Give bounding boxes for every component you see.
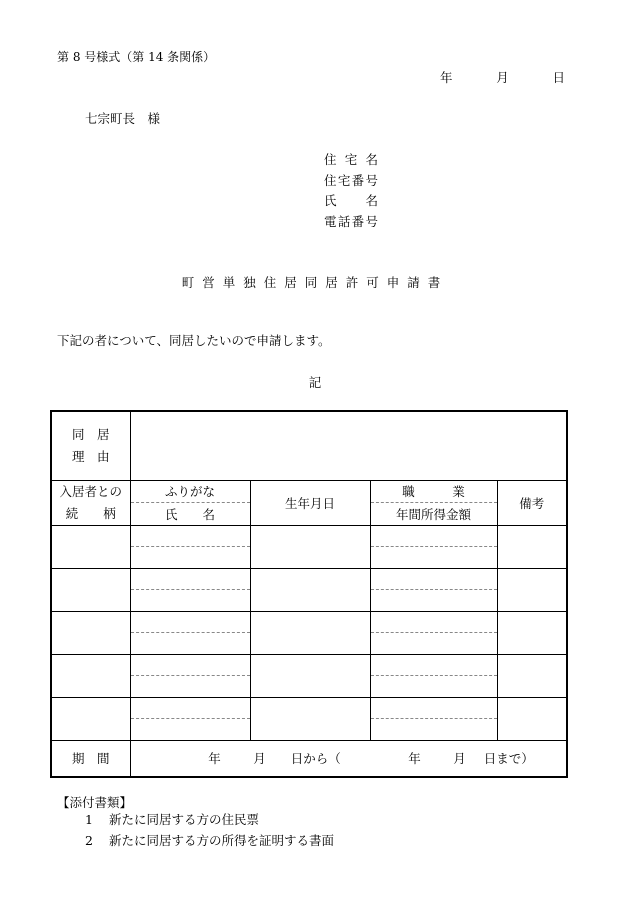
period-from-month: 月 (253, 751, 266, 767)
furigana-header: ふりがな (131, 481, 250, 504)
date-line (440, 68, 565, 86)
job-income-header (370, 480, 497, 525)
attachment-text: 新たに同居する方の住民票 (109, 812, 260, 827)
relation-cell[interactable] (51, 525, 130, 568)
job-income-cell[interactable] (370, 525, 497, 568)
notes-cell[interactable] (497, 568, 567, 611)
list-item (85, 809, 334, 830)
reason-label-line2: 理 由 (71, 448, 110, 464)
application-table (50, 410, 568, 778)
applicant-address-label: 住宅名 (324, 152, 378, 167)
period-to-day: 日まで） (483, 751, 534, 767)
date-day: 日 (552, 70, 565, 85)
applicant-house-number-label: 住宅番号 (324, 172, 378, 188)
attachment-text: 新たに同居する方の所得を証明する書面 (109, 833, 335, 848)
job-income-cell[interactable] (370, 654, 497, 697)
reason-row (51, 411, 567, 480)
addressee: 七宗町長 様 (85, 111, 161, 126)
table-row (51, 611, 567, 654)
intro-text: 下記の者について、同居したいので申請します。 (57, 333, 331, 348)
furigana-name-cell[interactable] (130, 568, 250, 611)
applicant-block (324, 150, 378, 232)
income-header: 年間所得金額 (395, 506, 471, 522)
date-month: 月 (496, 70, 509, 85)
reason-label (51, 411, 130, 480)
birth-cell[interactable] (250, 611, 370, 654)
job-income-cell[interactable] (370, 697, 497, 740)
birth-cell[interactable] (250, 697, 370, 740)
list-item (85, 830, 334, 851)
reason-label-line1: 同 居 (71, 426, 110, 442)
job-header: 職 業 (371, 481, 497, 504)
period-from-year: 年 (208, 751, 221, 767)
relation-header (51, 480, 130, 525)
page-title: 町営単独住居同居許可申請書 (181, 275, 449, 290)
table-row (51, 568, 567, 611)
period-label: 期 間 (51, 740, 130, 777)
applicant-phone-label: 電話番号 (324, 213, 378, 229)
period-to-year: 年 (408, 751, 421, 767)
job-income-cell[interactable] (370, 568, 497, 611)
name-header: 氏 名 (164, 506, 215, 522)
attachments-list (85, 809, 334, 851)
table-row (51, 654, 567, 697)
relation-header-line1: 入居者との (59, 483, 122, 499)
attachment-num: 2 (85, 833, 93, 848)
furigana-name-cell[interactable] (130, 525, 250, 568)
reason-input[interactable] (130, 411, 567, 480)
furigana-name-header (130, 480, 250, 525)
notes-cell[interactable] (497, 611, 567, 654)
relation-cell[interactable] (51, 697, 130, 740)
relation-cell[interactable] (51, 611, 130, 654)
date-year: 年 (440, 70, 453, 85)
table-row (51, 525, 567, 568)
relation-cell[interactable] (51, 568, 130, 611)
birth-cell[interactable] (250, 525, 370, 568)
job-income-cell[interactable] (370, 611, 497, 654)
period-from-day: 日から（ (290, 751, 341, 767)
birth-header: 生年月日 (250, 480, 370, 525)
notes-header: 備考 (497, 480, 567, 525)
attachment-num: 1 (85, 812, 93, 827)
furigana-name-cell[interactable] (130, 654, 250, 697)
birth-cell[interactable] (250, 568, 370, 611)
period-row (51, 740, 567, 777)
furigana-name-cell[interactable] (130, 697, 250, 740)
period-to-month: 月 (453, 751, 466, 767)
header-row (51, 480, 567, 525)
form-number: 第 8 号様式（第 14 条関係） (57, 50, 216, 64)
relation-header-line2: 続 柄 (65, 505, 116, 521)
applicant-name-label: 氏名 (324, 193, 378, 208)
notes-cell[interactable] (497, 525, 567, 568)
period-input[interactable] (130, 740, 567, 777)
ki-heading: 記 (308, 375, 322, 390)
attachments-title: 【添付書類】 (57, 795, 133, 810)
notes-cell[interactable] (497, 697, 567, 740)
furigana-name-cell[interactable] (130, 611, 250, 654)
birth-cell[interactable] (250, 654, 370, 697)
table-row (51, 697, 567, 740)
relation-cell[interactable] (51, 654, 130, 697)
notes-cell[interactable] (497, 654, 567, 697)
